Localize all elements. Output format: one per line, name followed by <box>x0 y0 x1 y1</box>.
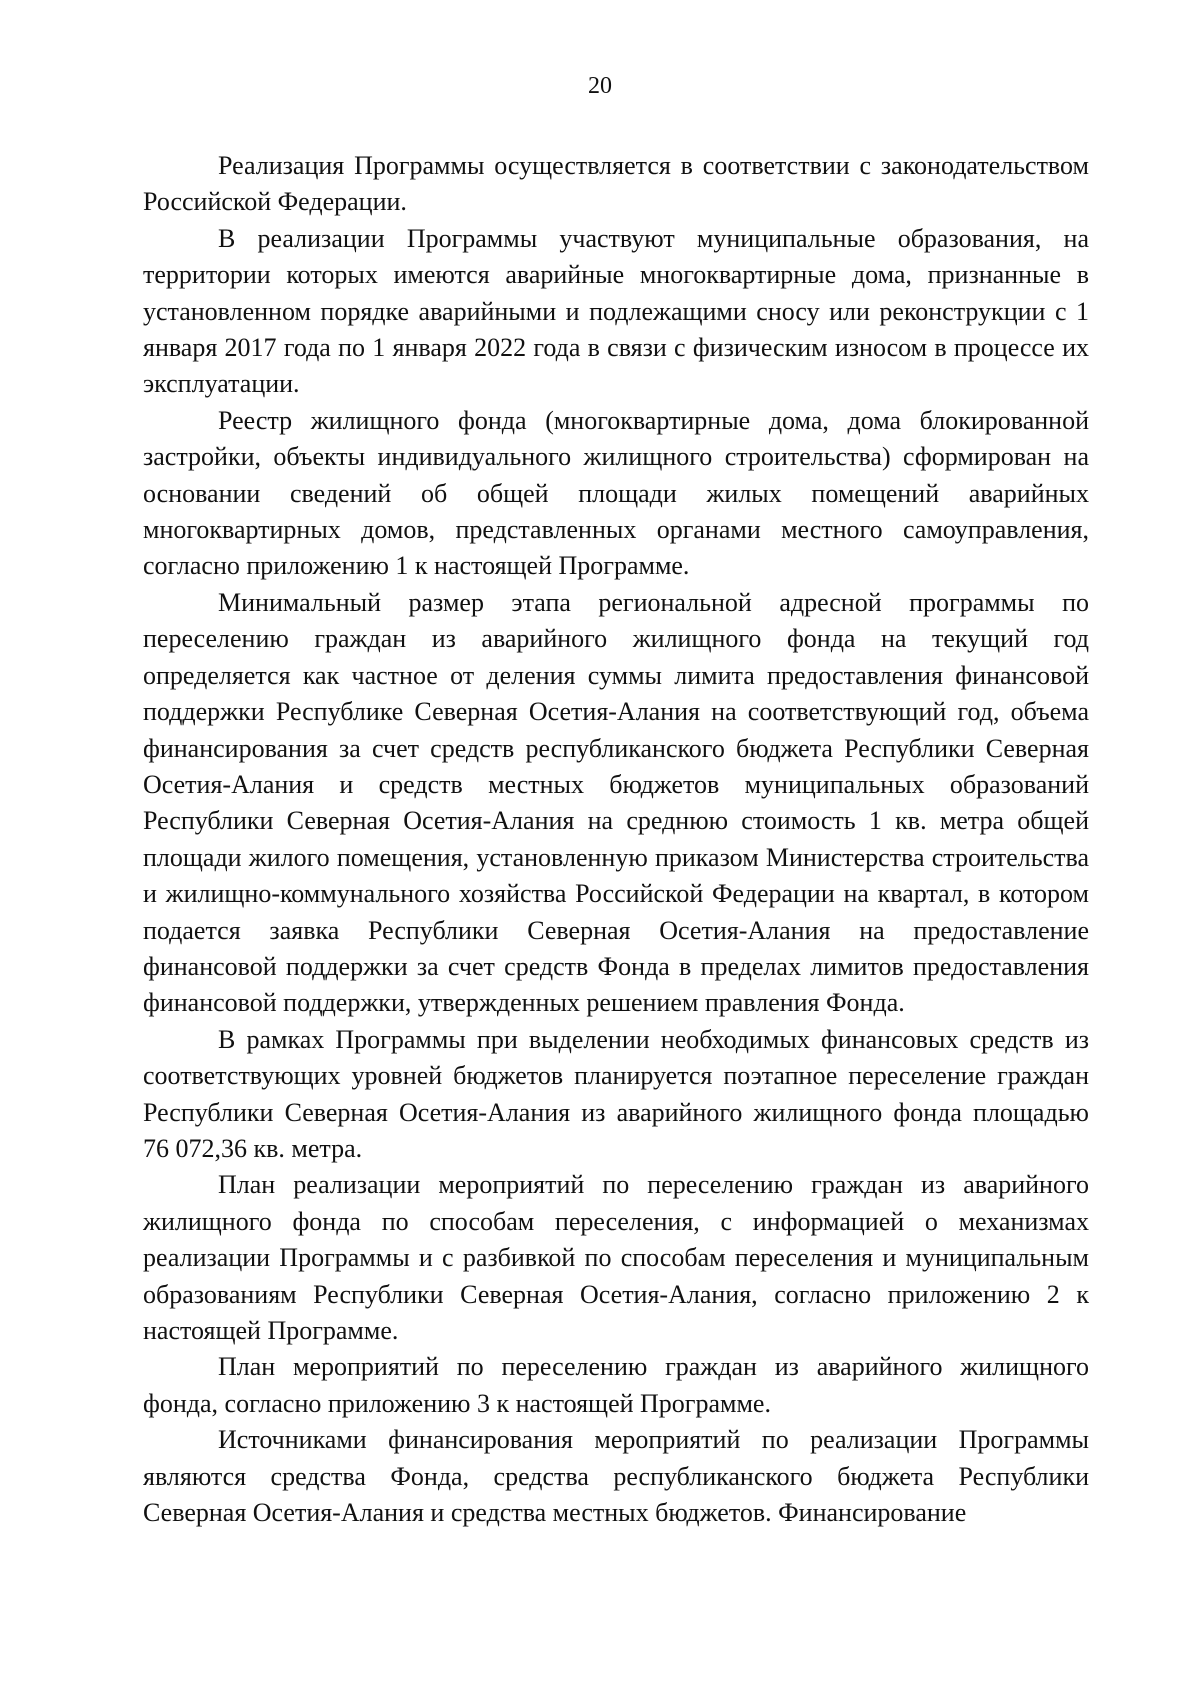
paragraph-resettlement-area: В рамках Программы при выделении необходимых финансовых средств из соответствующих уровней бюджетов планируется поэтапное переселение граждан Республики Северная Осетия-Алания из аварийного жилищного фонда площадью 76 072,36 кв. метра. <box>143 1024 1089 1163</box>
paragraph-minimum-stage-size: Минимальный размер этапа региональной адресной программы по переселению граждан из аварийного жилищного фонда на текущий год определяется как частное от деления суммы лимита предоставления финансовой поддержки Республике Северная Осетия-Алания на соответствующий год, объема финансирования за счет средств республиканского бюджета Республики Северная Осетия-Алания и средств местных бюджетов муниципальных образований Республики Северная Осетия-Алания на среднюю стоимость 1 кв. метра общей площади жилого помещения, установленную приказом Министерства строительства и жилищно-коммунального хозяйства Российской Федерации на квартал, в котором подается заявка Республики Северная Осетия-Алания на предоставление финансовой поддержки за счет средств Фонда в пределах лимитов предоставления финансовой поддержки, утвержденных решением правления Фонда. <box>143 587 1089 1018</box>
paragraph-housing-registry: Реестр жилищного фонда (многоквартирные дома, дома блокированной застройки, объекты индивидуального жилищного строительства) сформирован на основании сведений об общей площади жилых помещений аварийных многоквартирных домов, представленных органами местного самоуправления, согласно приложению 1 к настоящей Программе. <box>143 405 1089 581</box>
paragraph-participants: В реализации Программы участвуют муниципальные образования, на территории которых имеются аварийные многоквартирные дома, признанные в установленном порядке аварийными и подлежащими сносу или реконструкции с 1 января 2017 года по 1 января 2022 года в связи с физическим износом в процессе их эксплуатации. <box>143 223 1089 399</box>
document-body <box>143 148 1089 1531</box>
page-number: 20 <box>588 73 612 99</box>
paragraph-program-implementation: Реализация Программы осуществляется в соответствии с законодательством Российской Федерации. <box>143 151 1089 217</box>
paragraph-action-plan: План мероприятий по переселению граждан из аварийного жилищного фонда, согласно приложению 3 к настоящей Программе. <box>143 1352 1089 1418</box>
paragraph-funding-sources: Источниками финансирования мероприятий по реализации Программы являются средства Фонда, средства республиканского бюджета Республики Северная Осетия-Алания и средства местных бюджетов. Финансирование <box>143 1425 1089 1528</box>
paragraph-implementation-plan: План реализации мероприятий по переселению граждан из аварийного жилищного фонда по способам переселения, с информацией о механизмах реализации Программы и с разбивкой по способам переселения и муниципальным образованиям Республики Северная Осетия-Алания, согласно приложению 2 к настоящей Программе. <box>143 1170 1089 1345</box>
